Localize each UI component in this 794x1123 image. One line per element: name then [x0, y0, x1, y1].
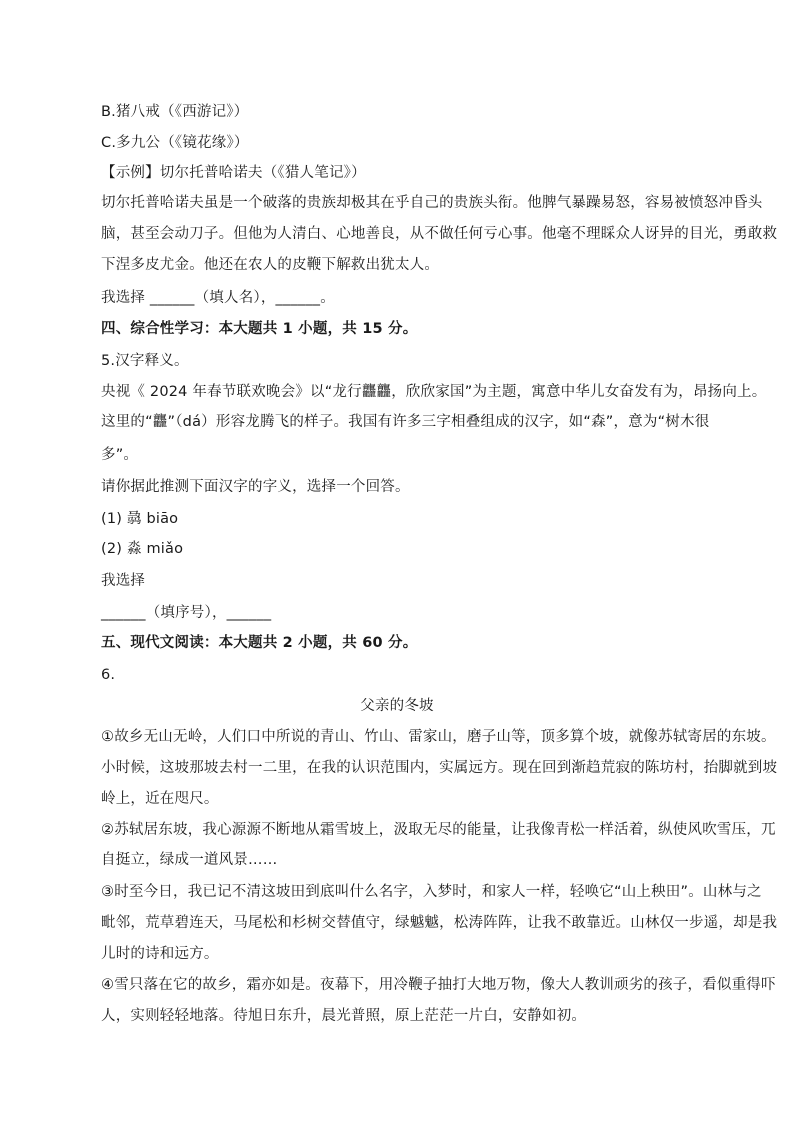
- article-p1-line2: 小时候，这坡那坡去村一二里，在我的认识范围内，实属远方。现在回到渐趋荒寂的陈坊村，抬脚就到坡: [101, 760, 778, 776]
- q5-text-1: 央视《 2024 年春节联欢晚会》以“龙行龘龘，欣欣家国”为主题，寓意中华儿女奋发有为，昂扬向上。: [101, 384, 767, 400]
- example-text-2: 脑，甚至会动刀子。但他为人清白、心地善良，从不做任何亏心事。他毫不理睬众人讶异的目光，勇敢救: [101, 226, 778, 242]
- article-p4-line2: 人，实则轻轻地落。待旭日东升，晨光普照，原上茫茫一片白，安静如初。: [101, 1008, 587, 1024]
- article-p2-line2: 自挺立，绿成一道风景……: [101, 852, 278, 868]
- section-four-heading: 四、综合性学习：本大题共 1 小题，共 15 分。: [101, 321, 418, 337]
- q5-text-2: 这里的“龘”（dá）形容龙腾飞的样子。我国有许多三字相叠组成的汉字，如“森”，意为“树木很: [101, 414, 710, 430]
- article-p4-line1: ④雪只落在它的故乡，霜亦如是。夜幕下，用冷鞭子抽打大地万物，像大人教训顽劣的孩子，看似重得吓: [101, 977, 776, 993]
- answer-line-name: 我选择 ______（填人名），______。: [101, 290, 335, 306]
- example-heading: 【示例】切尔托普哈诺夫（《猎人笔记》）: [101, 165, 366, 181]
- question-5-title: 5.汉字释义。: [101, 353, 189, 369]
- option-b: B.猪八戒（《西游记》）: [101, 104, 249, 120]
- article-p3-line1: ③时至今日，我已记不清这坡田到底叫什么名字，入梦时，和家人一样，轻唤它“山上秧田”。山林与之: [101, 884, 762, 900]
- article-p1-line1: ①故乡无山无岭，人们口中所说的青山、竹山、雷家山，磨子山等，顶多算个坡，就像苏轼寄居的东坡。: [101, 729, 776, 745]
- q5-instruction: 请你据此推测下面汉字的字义，选择一个回答。: [101, 479, 410, 495]
- article-p1-line3: 岭上，近在咫尺。: [101, 791, 219, 807]
- q5-item-2: (2) 淼 miǎo: [101, 541, 184, 557]
- article-p3-line2: 毗邻，荒草碧连天，马尾松和杉树交替值守，绿魆魆，松涛阵阵，让我不敢靠近。山林仅一步遥，却是我: [101, 915, 778, 931]
- article-p2-line1: ②苏轼居东坡，我心源源不断地从霜雪坡上，汲取无尽的能量，让我像青松一样活着，纵使风吹雪压，兀: [101, 822, 776, 838]
- answer-line-number: ______（填序号），______: [101, 605, 272, 621]
- article-p3-line3: 儿时的诗和远方。: [101, 946, 219, 962]
- q5-text-3: 多”。: [101, 447, 139, 463]
- section-five-heading: 五、现代文阅读：本大题共 2 小题，共 60 分。: [101, 635, 418, 651]
- example-text-3: 下涅多皮尤金。他还在农人的皮鞭下解救出犹太人。: [101, 257, 440, 273]
- article-title: 父亲的冬坡: [360, 698, 434, 714]
- option-c: C.多九公（《镜花缘》）: [101, 135, 249, 151]
- q5-choose: 我选择: [101, 573, 146, 589]
- example-text-1: 切尔托普哈诺夫虽是一个破落的贵族却极其在乎自己的贵族头衔。他脾气暴躁易怒，容易被愤怒冲昏头: [101, 195, 763, 211]
- question-6-number: 6.: [101, 667, 116, 683]
- q5-item-1: (1) 骉 biāo: [101, 511, 179, 527]
